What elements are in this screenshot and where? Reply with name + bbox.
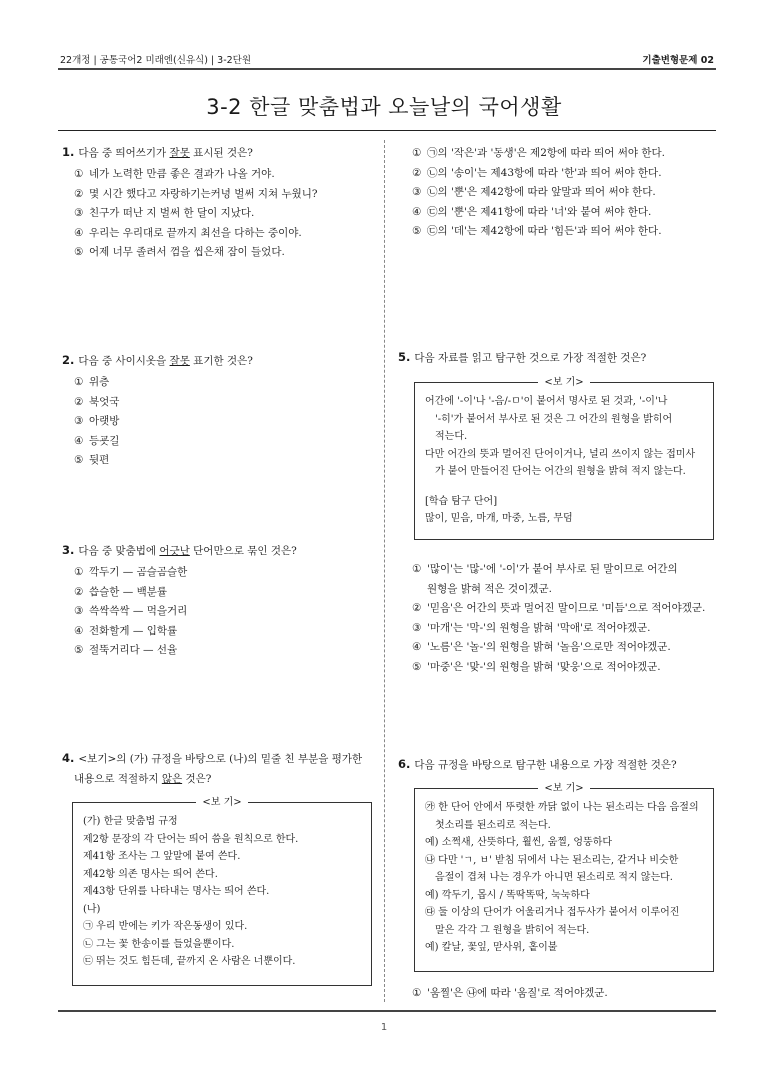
box-label-text: <보 기> bbox=[196, 797, 247, 808]
option-mark: ① bbox=[74, 376, 84, 388]
option-1[interactable] bbox=[400, 984, 715, 1004]
box-line: 제41항 조사는 그 앞말에 붙여 쓴다. bbox=[83, 851, 241, 862]
question-number: 5. bbox=[398, 350, 411, 364]
option-2[interactable] bbox=[400, 164, 715, 184]
reference-box-4 bbox=[72, 797, 372, 986]
option-mark: ③ bbox=[74, 207, 84, 219]
question-number: 3. bbox=[62, 543, 75, 557]
option-mark: ② bbox=[74, 187, 84, 200]
option-text: 뒷편 bbox=[89, 454, 110, 466]
option-text: 쓱싹쓱싹 — 먹을거리 bbox=[89, 605, 188, 617]
option-mark: ③ bbox=[74, 415, 84, 427]
option-3[interactable] bbox=[62, 412, 372, 432]
question-stem bbox=[62, 750, 372, 767]
option-text: ㉢의 '뿐'은 제41항에 따라 '너'와 붙여 써야 한다. bbox=[427, 205, 652, 218]
option-text: 원형을 밝혀 적은 것이겠군. bbox=[427, 582, 552, 595]
stem-text: 다음 자료를 읽고 탐구한 것으로 가장 적절한 것은? bbox=[414, 352, 647, 364]
box-line: 제42항 의존 명사는 띄어 쓴다. bbox=[83, 868, 218, 880]
option-text: '많이'는 '많-'에 '-이'가 붙어 부사로 된 말이므로 어간의 bbox=[427, 563, 678, 575]
option-text: ㉢의 '데'는 제42항에 따라 '힘든'과 띄어 써야 한다. bbox=[427, 225, 662, 237]
footer-rule bbox=[58, 1010, 716, 1012]
column-divider bbox=[384, 140, 385, 1002]
option-text: '마개'는 '막-'의 원형을 밝혀 '막애'로 적어야겠군. bbox=[427, 621, 651, 634]
box-line: ㉮ 한 단어 안에서 뚜렷한 까닭 없이 나는 된소리는 다음 음절의 bbox=[425, 802, 699, 813]
box-line: 적는다. bbox=[435, 431, 468, 442]
option-1[interactable] bbox=[62, 373, 372, 393]
option-mark: ④ bbox=[412, 205, 422, 218]
option-text: '노름'은 '놀-'의 원형을 밝혀 '놀음'으로만 적어야겠군. bbox=[427, 641, 671, 653]
option-2[interactable] bbox=[62, 393, 372, 413]
option-5[interactable] bbox=[400, 658, 715, 678]
box-line: ㉰ 둘 이상의 단어가 어울리거나 접두사가 붙어서 이루어진 bbox=[425, 907, 680, 918]
question-4-options bbox=[400, 144, 715, 242]
box-line: 말은 각각 그 원형을 밝히어 적는다. bbox=[435, 924, 590, 936]
page-number: 1 bbox=[380, 1022, 388, 1033]
option-mark: ③ bbox=[74, 605, 84, 617]
option-mark: ⑤ bbox=[74, 454, 84, 466]
stem-text: 다음 규정을 바탕으로 탐구한 내용으로 가장 적절한 것은? bbox=[414, 759, 677, 771]
option-1[interactable] bbox=[400, 144, 715, 164]
option-text: 북엇국 bbox=[89, 395, 120, 408]
box-line: ㉯ 다만 'ㄱ, ㅂ' 받침 뒤에서 나는 된소리는, 같거나 비슷한 bbox=[425, 854, 679, 866]
box-line: ㉢ 뛰는 것도 힘든데, 끝까지 온 사람은 너뿐이다. bbox=[83, 956, 296, 967]
option-mark: ④ bbox=[74, 624, 84, 637]
option-1[interactable] bbox=[62, 165, 372, 185]
worksheet-label: 기출변형문제 02 bbox=[642, 55, 714, 66]
box-line: (나) bbox=[83, 903, 101, 915]
box-line: '-히'가 붙어서 부사로 된 것은 그 어간의 원형을 밝히어 bbox=[435, 413, 673, 425]
question-stem bbox=[398, 756, 716, 773]
box-line: 첫소리를 된소리로 적는다. bbox=[435, 819, 551, 831]
option-mark: ⑤ bbox=[74, 246, 84, 258]
option-mark: ③ bbox=[412, 621, 422, 634]
option-mark: ② bbox=[74, 395, 84, 408]
option-mark: ① bbox=[412, 987, 422, 999]
option-text: ㉡의 '뿐'은 제42항에 따라 앞말과 띄어 써야 한다. bbox=[427, 186, 656, 198]
option-mark: ① bbox=[74, 168, 84, 180]
option-3[interactable] bbox=[62, 204, 372, 224]
option-mark: ④ bbox=[74, 434, 84, 447]
option-mark: ① bbox=[412, 147, 422, 159]
option-5[interactable] bbox=[400, 222, 715, 242]
reference-box-5 bbox=[414, 377, 714, 540]
option-text: '믿음'은 어간의 뜻과 멀어진 말이므로 '미듬'으로 적어야겠군. bbox=[427, 602, 706, 614]
question-5-options bbox=[400, 560, 715, 677]
option-5[interactable] bbox=[62, 243, 372, 263]
question-stem bbox=[398, 349, 716, 366]
option-4[interactable] bbox=[62, 432, 372, 452]
option-mark: ② bbox=[74, 585, 84, 598]
box-line: ㉠ 우리 반에는 키가 작은동생이 있다. bbox=[83, 921, 248, 932]
option-mark: ① bbox=[412, 563, 422, 575]
option-3[interactable] bbox=[400, 619, 715, 639]
course-info: 22개정 | 공통국어2 미래엔(신유식) | 3-2단원 bbox=[60, 55, 252, 66]
question-6-options bbox=[400, 984, 715, 1004]
stem-underlined: 않은 bbox=[161, 773, 183, 785]
stem-underlined: 잘못 bbox=[169, 147, 190, 159]
option-text: 위층 bbox=[89, 376, 110, 388]
option-text: 절뚝거리다 — 선율 bbox=[89, 644, 178, 656]
option-text: 씁슬한 — 백분률 bbox=[89, 585, 168, 598]
question-stem bbox=[62, 144, 372, 161]
stem-text: 다음 중 맞춤법에 bbox=[78, 545, 160, 557]
box-label bbox=[415, 374, 713, 392]
option-mark: ② bbox=[412, 166, 422, 179]
option-text: 우리는 우리대로 끝까지 최선을 다하는 중이야. bbox=[89, 226, 302, 239]
option-2[interactable] bbox=[62, 583, 372, 603]
page-title: 3-2 한글 맞춤법과 오늘날의 국어생활 bbox=[206, 95, 562, 119]
box-spacer bbox=[425, 481, 703, 493]
option-list bbox=[62, 165, 372, 263]
option-2[interactable] bbox=[400, 599, 715, 619]
option-1-continued bbox=[400, 580, 715, 600]
option-text: ㉠의 '작은'과 '동생'은 제2항에 따라 띄어 써야 한다. bbox=[427, 147, 666, 159]
option-mark: ⑤ bbox=[74, 644, 84, 656]
reference-box-6 bbox=[414, 783, 714, 972]
box-line: 예) 깍두기, 몹시 / 똑딱똑딱, 눅눅하다 bbox=[425, 889, 590, 901]
option-text: 깍두기 — 곰슬곰슬한 bbox=[89, 566, 188, 578]
box-label-text: <보 기> bbox=[538, 377, 589, 388]
stem-underlined: 잘못 bbox=[169, 355, 190, 367]
question-2 bbox=[62, 352, 372, 471]
question-stem-line2 bbox=[62, 771, 372, 787]
option-text: 친구가 떠난 지 벌써 한 달이 지났다. bbox=[89, 207, 255, 219]
option-5[interactable] bbox=[62, 641, 372, 661]
stem-underlined: 어긋난 bbox=[159, 545, 190, 557]
question-number: 6. bbox=[398, 757, 411, 771]
question-5 bbox=[398, 349, 716, 366]
question-1 bbox=[62, 144, 372, 263]
option-4[interactable] bbox=[400, 638, 715, 658]
stem-text: 다음 중 사이시옷을 bbox=[78, 355, 170, 367]
option-mark: ① bbox=[74, 566, 84, 578]
option-text: 어제 너무 졸려서 껌을 씹은채 잠이 들었다. bbox=[89, 246, 285, 258]
option-3[interactable] bbox=[62, 602, 372, 622]
stem-text: 내용으로 적절하지 bbox=[74, 773, 162, 785]
box-line: 음절이 겹쳐 나는 경우가 아니면 된소리로 적지 않는다. bbox=[435, 872, 673, 883]
option-mark: ③ bbox=[412, 186, 422, 198]
option-list bbox=[62, 373, 372, 471]
box-label-text: <보 기> bbox=[538, 783, 589, 794]
stem-text: 다음 중 띄어쓰기가 bbox=[78, 147, 170, 159]
stem-text: 것은? bbox=[182, 773, 212, 785]
stem-text: 표시된 것은? bbox=[189, 147, 253, 159]
option-4[interactable] bbox=[62, 224, 372, 244]
box-line: [학습 탐구 단어] bbox=[425, 495, 498, 507]
option-4[interactable] bbox=[400, 203, 715, 223]
option-mark: ② bbox=[412, 602, 422, 614]
box-line: ㉡ 그는 꽃 한송이를 들었을뿐이다. bbox=[83, 938, 235, 950]
option-list bbox=[62, 563, 372, 661]
box-line: 가 붙어 만들어진 단어는 어간의 원형을 밝혀 적지 않는다. bbox=[435, 466, 686, 477]
box-line: (가) 한글 맞춤법 규정 bbox=[83, 816, 178, 827]
question-4 bbox=[62, 750, 372, 787]
option-5[interactable] bbox=[62, 451, 372, 471]
box-line: 많이, 믿음, 마개, 마중, 노름, 무덤 bbox=[425, 513, 573, 524]
stem-text: 단어만으로 묶인 것은? bbox=[189, 545, 297, 557]
option-text: '마중'은 '맞-'의 원형을 밝혀 '맞웅'으로 적어야겠군. bbox=[427, 660, 661, 673]
title-rule bbox=[58, 130, 716, 131]
option-1[interactable] bbox=[400, 560, 715, 580]
option-2[interactable] bbox=[62, 185, 372, 205]
header-rule bbox=[58, 68, 716, 70]
box-line: 어간에 '-이'나 '-음/-ㅁ'이 붙어서 명사로 된 것과, '-이'나 bbox=[425, 396, 668, 407]
option-text: 네가 노력한 만큼 좋은 결과가 나올 거야. bbox=[89, 168, 275, 180]
question-number: 2. bbox=[62, 353, 75, 367]
box-line: 예) 소쩍새, 산뜻하다, 훨씬, 움찔, 엉뚱하다 bbox=[425, 837, 613, 848]
question-number: 1. bbox=[62, 145, 75, 159]
box-line: 예) 칼날, 꽃잎, 맏사위, 홑이불 bbox=[425, 942, 558, 953]
question-number: 4. bbox=[62, 751, 75, 765]
box-line: 제2항 문장의 각 단어는 띄어 씀을 원칙으로 한다. bbox=[83, 833, 299, 845]
option-mark: ⑤ bbox=[412, 225, 422, 237]
option-mark: ⑤ bbox=[412, 660, 422, 673]
stem-text: <보기>의 (가) 규정을 바탕으로 (나)의 밑줄 친 부분을 평가한 bbox=[78, 753, 363, 765]
option-list bbox=[400, 144, 715, 242]
option-text: 아랫방 bbox=[89, 415, 120, 427]
option-text: 몇 시간 했다고 자랑하기는커녕 벌써 지쳐 누웠니? bbox=[89, 187, 318, 200]
option-4[interactable] bbox=[62, 622, 372, 642]
box-label bbox=[73, 794, 371, 812]
option-text: 전화할게 — 입학률 bbox=[89, 624, 178, 637]
question-6 bbox=[398, 756, 716, 773]
option-mark: ④ bbox=[74, 226, 84, 239]
option-text: ㉡의 '송이'는 제43항에 따라 '한'과 띄어 써야 한다. bbox=[427, 166, 662, 179]
option-text: 등굣길 bbox=[89, 434, 120, 447]
stem-text: 표기한 것은? bbox=[189, 355, 253, 367]
box-line: 다만 어간의 뜻과 멀어진 단어이거나, 널리 쓰이지 않는 접미사 bbox=[425, 448, 696, 460]
option-list bbox=[400, 984, 715, 1004]
option-1[interactable] bbox=[62, 563, 372, 583]
question-3 bbox=[62, 542, 372, 661]
option-mark: ④ bbox=[412, 641, 422, 653]
option-text: '움찔'은 ㉯에 따라 '움질'로 적어야겠군. bbox=[427, 987, 608, 999]
question-stem bbox=[62, 352, 372, 369]
box-line: 제43항 단위를 나타내는 명사는 띄어 쓴다. bbox=[83, 886, 270, 897]
question-stem bbox=[62, 542, 372, 559]
option-list bbox=[400, 560, 715, 677]
option-3[interactable] bbox=[400, 183, 715, 203]
box-label bbox=[415, 780, 713, 798]
